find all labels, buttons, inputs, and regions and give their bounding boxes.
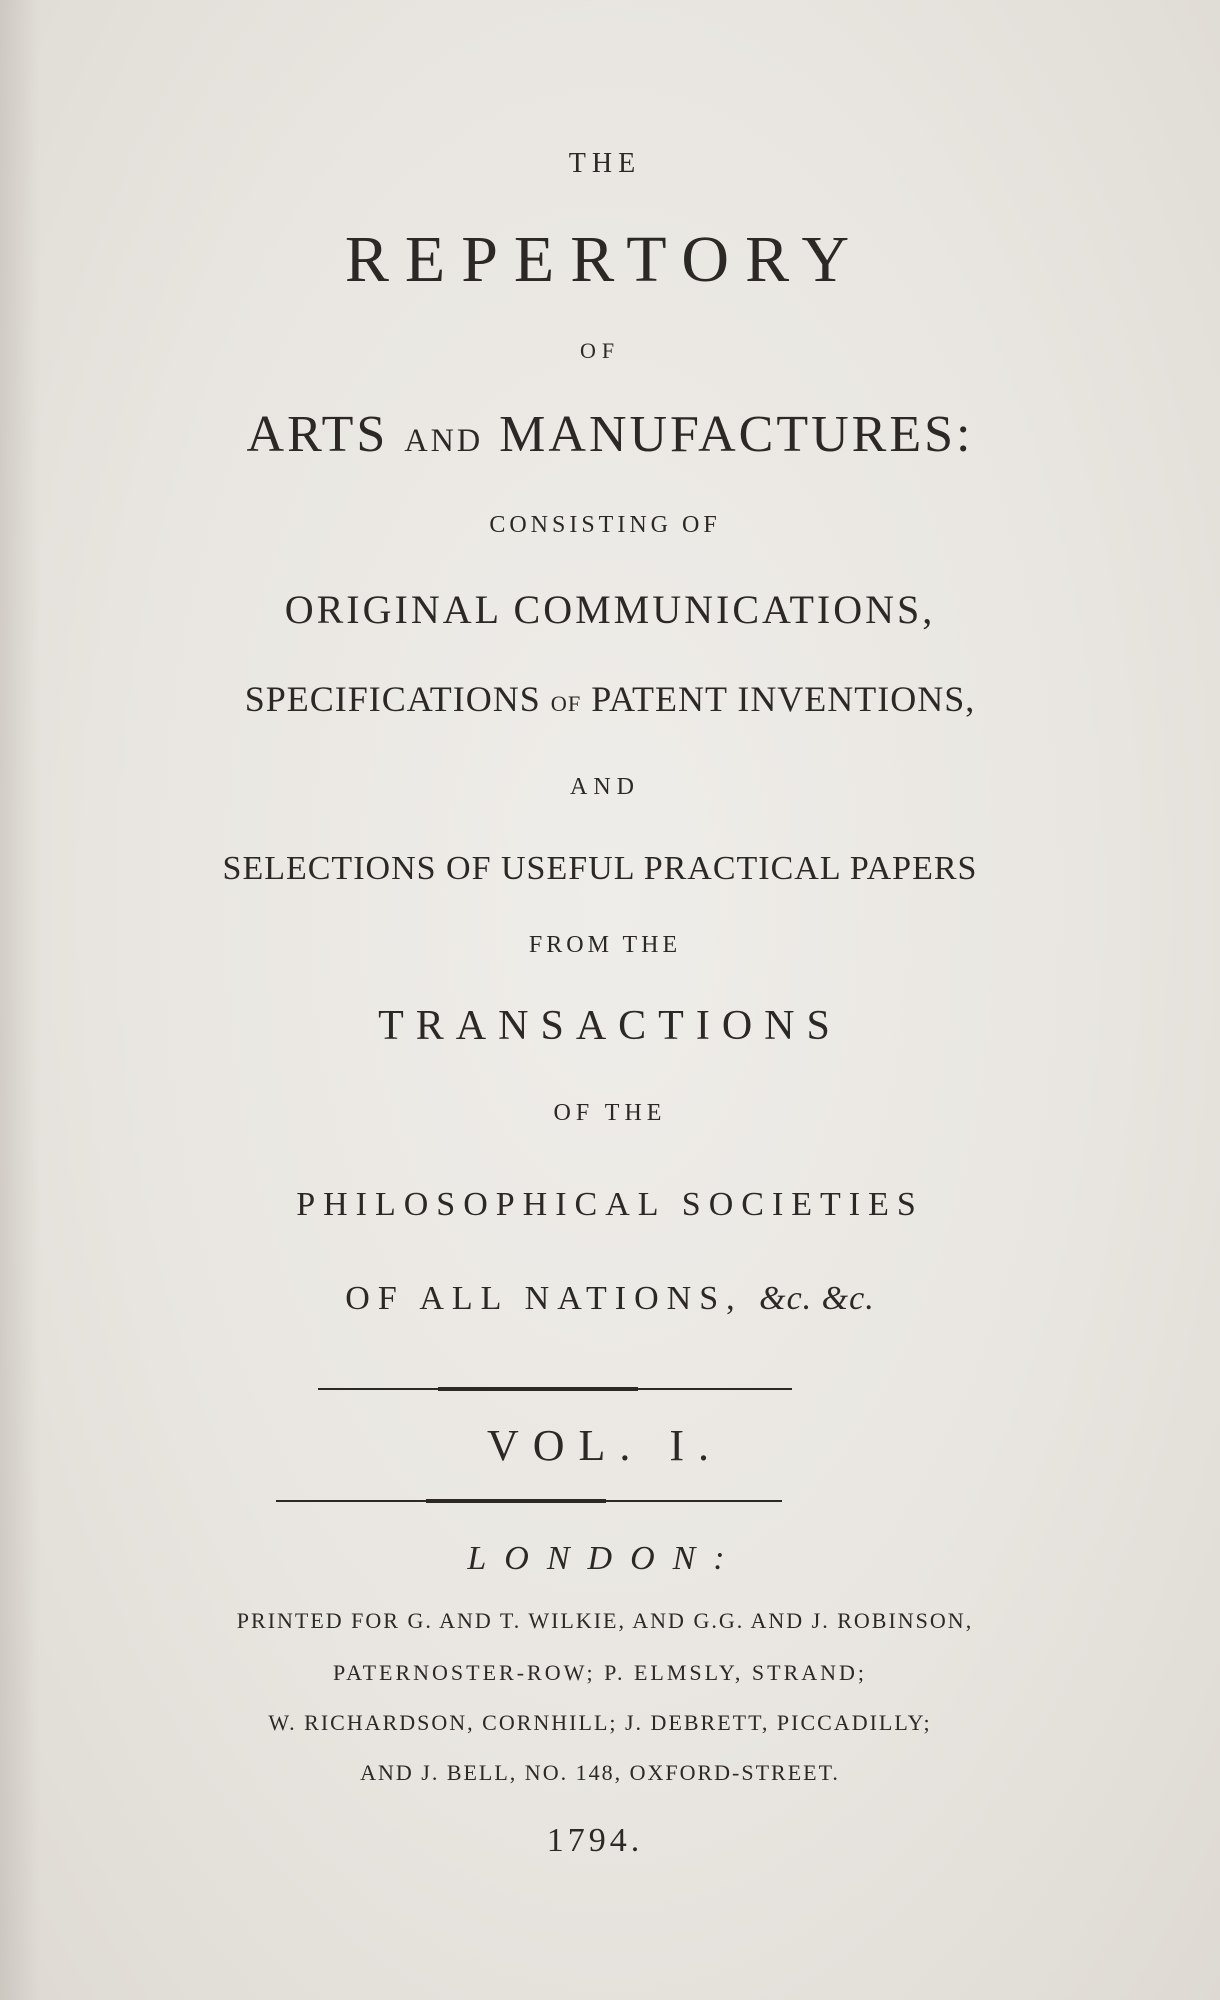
arts-and-manufactures-line: [0, 405, 1220, 464]
arts-word: ARTS: [246, 406, 389, 463]
of-word: OF: [550, 691, 582, 716]
patent-inventions-word: PATENT INVENTIONS,: [591, 679, 976, 719]
and-line: AND: [570, 774, 640, 800]
the-line: THE: [568, 148, 642, 179]
page-edge-shadow: [0, 0, 40, 2000]
imprint-place: LONDON:: [467, 1540, 743, 1577]
selections-line: SELECTIONS OF USEFUL PRACTICAL PAPERS: [222, 850, 978, 887]
imprint-line-4: AND J. BELL, NO. 148, OXFORD-STREET.: [360, 1760, 840, 1785]
volume-line: VOL. I.: [486, 1421, 724, 1470]
bottom-decorative-rule: [276, 1500, 782, 1502]
manufactures-word: MANUFACTURES:: [499, 406, 974, 463]
consisting-of-line: CONSISTING OF: [489, 512, 721, 538]
specifications-line: [0, 678, 1220, 720]
etc-words: &c. &c.: [759, 1280, 875, 1317]
of-line-1: OF: [579, 338, 621, 363]
of-all-nations-line: [0, 1280, 1220, 1318]
imprint-line-1: PRINTED FOR G. AND T. WILKIE, AND G.G. AND J. ROBINSON,: [236, 1608, 974, 1633]
original-communications-line: ORIGINAL COMMUNICATIONS,: [284, 587, 936, 632]
and-word: AND: [404, 422, 484, 458]
top-decorative-rule: [318, 1388, 792, 1390]
transactions-line: TRANSACTIONS: [378, 1003, 842, 1049]
specifications-word: SPECIFICATIONS: [244, 679, 541, 719]
of-all-nations-words: OF ALL NATIONS,: [345, 1280, 743, 1317]
imprint-line-3: W. RICHARDSON, CORNHILL; J. DEBRETT, PICCADILLY;: [268, 1710, 932, 1735]
philosophical-societies-line: PHILOSOPHICAL SOCIETIES: [296, 1186, 924, 1223]
of-the-line: OF THE: [553, 1100, 667, 1126]
main-title: REPERTORY: [344, 223, 866, 296]
from-the-line: FROM THE: [528, 932, 682, 958]
imprint-year: 1794.: [546, 1822, 644, 1859]
imprint-line-2: PATERNOSTER-ROW; P. ELMSLY, STRAND;: [332, 1660, 868, 1685]
